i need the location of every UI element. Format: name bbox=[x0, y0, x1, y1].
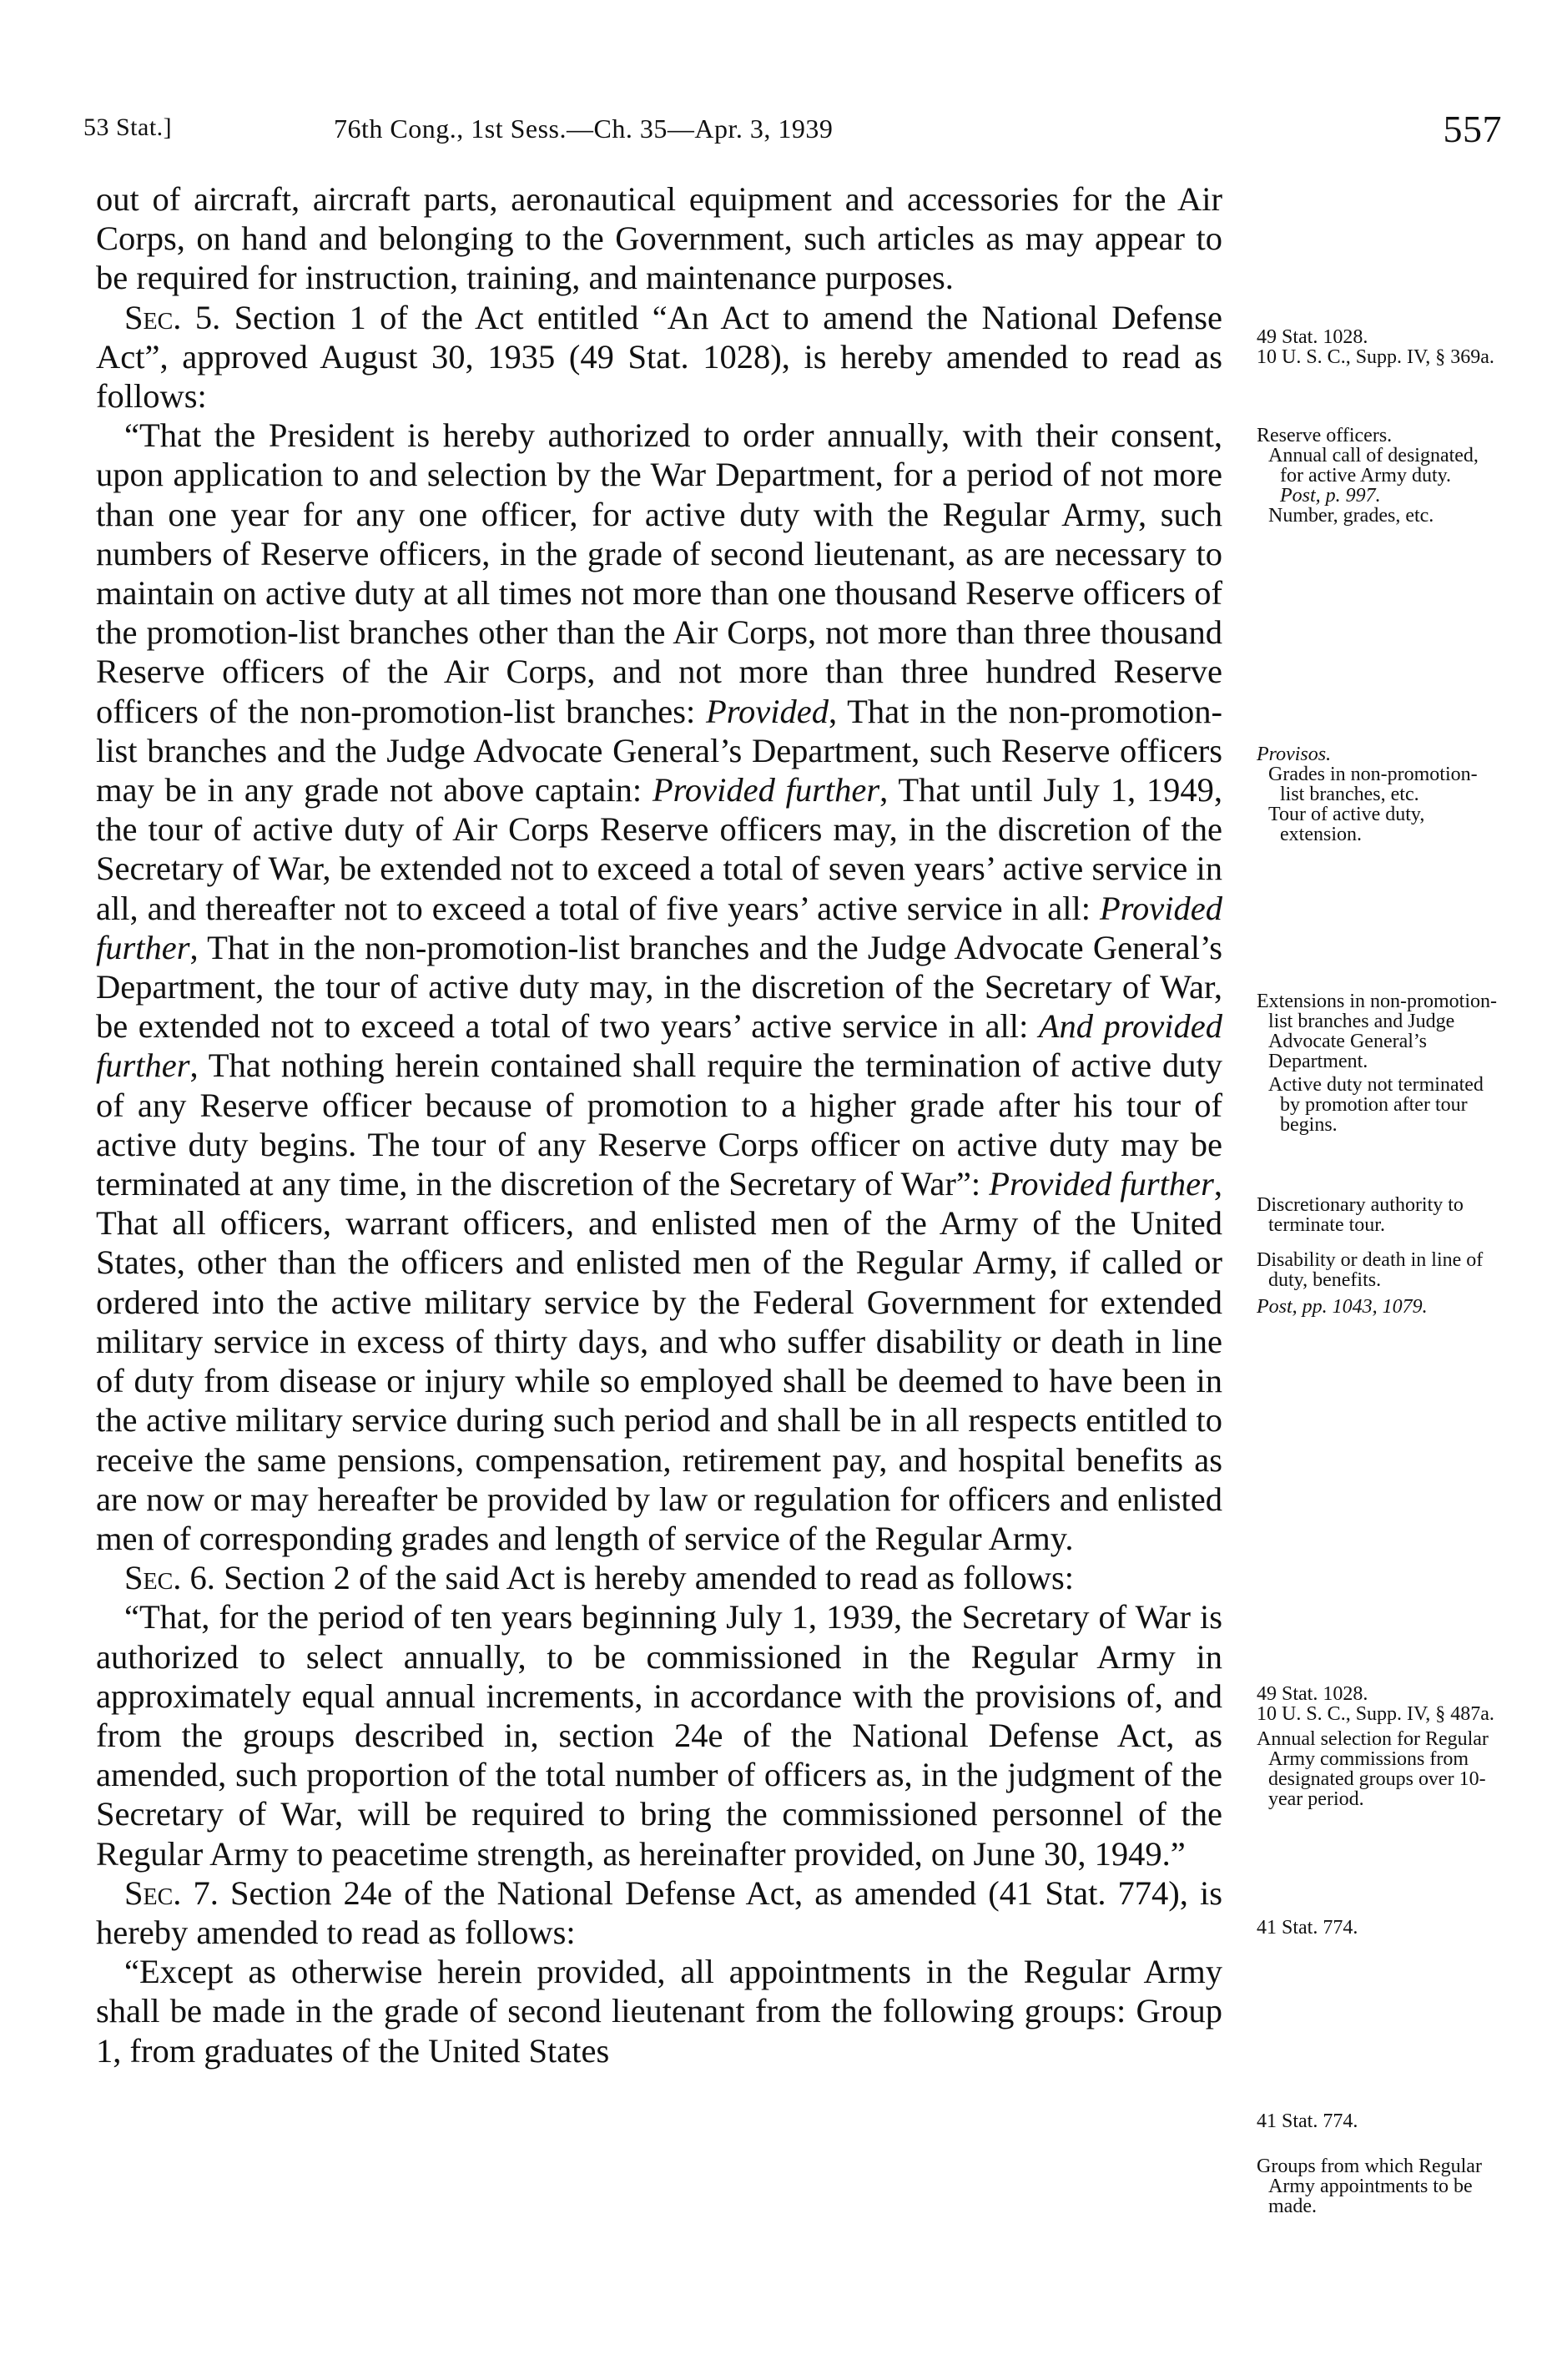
note-text: Active duty not terminated by promotion after tour begins. bbox=[1268, 1074, 1484, 1136]
citation: 49 Stat. 1028. bbox=[1257, 1683, 1368, 1705]
margin-note-provisos bbox=[1257, 744, 1499, 845]
section-text: Section 24e of the National Defense Act, as amended (41 Stat. 774), is hereby amended to read as follows: bbox=[96, 1873, 1222, 1951]
citation: 41 Stat. 774. bbox=[1257, 1917, 1358, 1939]
note-crossref: Post, p. 997. bbox=[1280, 485, 1381, 507]
margin-note-reserve-officers bbox=[1257, 426, 1499, 526]
proviso-italic: Provided further bbox=[96, 889, 1222, 966]
margin-note-section-7 bbox=[1257, 2111, 1499, 2216]
note-text: Discretionary authority to terminate tour. bbox=[1257, 1194, 1464, 1236]
margin-note-citation bbox=[1257, 327, 1499, 367]
section-6 bbox=[96, 1558, 1222, 1597]
citation: 10 U. S. C., Supp. IV, § 487a. bbox=[1257, 1703, 1494, 1725]
note-text: Extensions in non-promotion-list branches and Judge Advocate General’s Department. bbox=[1257, 991, 1497, 1072]
paragraph-continuation: out of aircraft, aircraft parts, aeronautical equipment and accessories for the Air Corps, on hand and belonging to the Government, such articles as may appear to be required for instruction, training, and maintenance purposes. bbox=[96, 180, 1222, 297]
margin-note-termination bbox=[1257, 1195, 1499, 1317]
section-text: Section 1 of the Act entitled “An Act to amend the National Defense Act”, approved August 30, 1935 (49 Stat. 1028), is hereby amended to read as follows: bbox=[96, 298, 1222, 416]
section-5 bbox=[96, 298, 1222, 416]
page-number: 557 bbox=[1443, 108, 1502, 150]
statute-text bbox=[96, 179, 1222, 2070]
proviso-italic: Provided further bbox=[989, 1165, 1214, 1203]
section-7 bbox=[96, 1873, 1222, 1952]
section-5-quoted-text bbox=[96, 416, 1222, 1558]
note-text: Grades in non-promotion-list branches, etc. bbox=[1268, 764, 1478, 805]
citation: 49 Stat. 1028. bbox=[1257, 326, 1368, 348]
note-crossref: Post, pp. 1043, 1079. bbox=[1257, 1296, 1428, 1318]
section-text: Section 2 of the said Act is hereby amended to read as follows: bbox=[214, 1559, 1075, 1597]
proviso-italic: And provided further bbox=[96, 1007, 1222, 1085]
citation: 10 U. S. C., Supp. IV, § 369a. bbox=[1257, 346, 1494, 368]
section-label: Sec. 5. bbox=[124, 298, 221, 336]
text-run: , That in the non-promotion-list branches and the Judge Advocate General’s Department, the tour of active duty may, in the discretion of the Secretary of War, be extended not to exceed a total of two years’ active service in all: bbox=[96, 928, 1222, 1046]
margin-note-citation-41 bbox=[1257, 1918, 1499, 1938]
section-label: Sec. 7. bbox=[124, 1873, 219, 1912]
note-heading: Provisos. bbox=[1257, 744, 1332, 765]
proviso-italic: Provided bbox=[706, 692, 829, 730]
text-run: , That until July 1, 1949, the tour of active duty of Air Corps Reserve officers may, in the discretion of the Secretary of War, be extended not to exceed a total of seven years’ active service in all, and thereafter not to exceed a total of five years’ active service in all: bbox=[96, 771, 1222, 927]
section-label: Sec. 6. bbox=[124, 1559, 215, 1597]
proviso-italic: Provided further bbox=[652, 771, 880, 809]
text-run: “That the President is hereby authorized to order annually, with their consent, upon application to and selection by the War Department, for a period of not more than one year for any one officer, for active duty with the Regular Army, such numbers of Reserve officers, in the grade of second lieutenant, as are necessary to maintain on active duty at all times not more than one thousand Reserve officers of the promotion-list branches other than the Air Corps, not more than three thousand Reserve officers of the Air Corps, and not more than three hundred Reserve officers of the non-promotion-list branches: bbox=[96, 416, 1222, 730]
note-text: Number, grades, etc. bbox=[1268, 505, 1434, 527]
section-6-quoted-text: “That, for the period of ten years beginning July 1, 1939, the Secretary of War is authorized to select annually, to be commissioned in the Regular Army in approximately equal annual increments, in accordance with the provisions of, and from the groups described in, section 24e of the National Defense Act, as amended, such proportion of the total number of officers as, in the judgment of the Secretary of War, will be required to bring the commissioned personnel of the Regular Army to peacetime strength, as hereinafter provided, on June 30, 1949.” bbox=[96, 1598, 1222, 1873]
note-text: Annual selection for Regular Army commissions from designated groups over 10-year period. bbox=[1257, 1728, 1489, 1810]
running-header bbox=[83, 107, 1502, 157]
note-text: Annual call of designated, for active Army duty. bbox=[1268, 445, 1479, 487]
volume-reference: 53 Stat.] bbox=[83, 113, 173, 141]
section-7-quoted-text: “Except as otherwise herein provided, all appointments in the Regular Army shall be made in the grade of second lieutenant from the following groups: Group 1, from graduates of the United States bbox=[96, 1953, 1222, 2070]
text-run: , That all officers, warrant officers, and enlisted men of the Army of the United States, other than the officers and enlisted men of the Regular Army, if called or ordered into the active military service by the Federal Government for extended military service in excess of thirty days, and who suffer disability or death in line of duty from disease or injury while so employed shall be deemed to have been in the active military service during such period and shall be in all respects entitled to receive the same pensions, compensation, retirement pay, and hospital benefits as are now or may hereafter be provided by law or regulation for officers and enlisted men of corresponding grades and length of service of the Regular Army. bbox=[96, 1165, 1223, 1557]
note-text: Disability or death in line of duty, benefits. bbox=[1257, 1249, 1484, 1291]
note-text: Tour of active duty, extension. bbox=[1268, 804, 1425, 845]
margin-note-section-6 bbox=[1257, 1684, 1499, 1809]
note-text: Groups from which Regular Army appointments to be made. bbox=[1257, 2156, 1482, 2217]
text-run: , That in the non-promotion-list branches and the Judge Advocate General’s Department, such Reserve officers may be in any grade not above captain: bbox=[96, 692, 1223, 809]
margin-note-extensions bbox=[1257, 991, 1499, 1135]
citation: 41 Stat. 774. bbox=[1257, 2110, 1358, 2132]
session-chapter-date: 76th Cong., 1st Sess.—Ch. 35—Apr. 3, 1939 bbox=[334, 113, 834, 144]
note-heading: Reserve officers. bbox=[1257, 425, 1393, 446]
text-run: , That nothing herein contained shall require the termination of active duty of any Reserve officer because of promotion to a higher grade after his tour of active duty begins. The tour of any Reserve Corps officer on active duty may be terminated at any time, in the discretion of the Secretary of War”: bbox=[96, 1046, 1222, 1203]
